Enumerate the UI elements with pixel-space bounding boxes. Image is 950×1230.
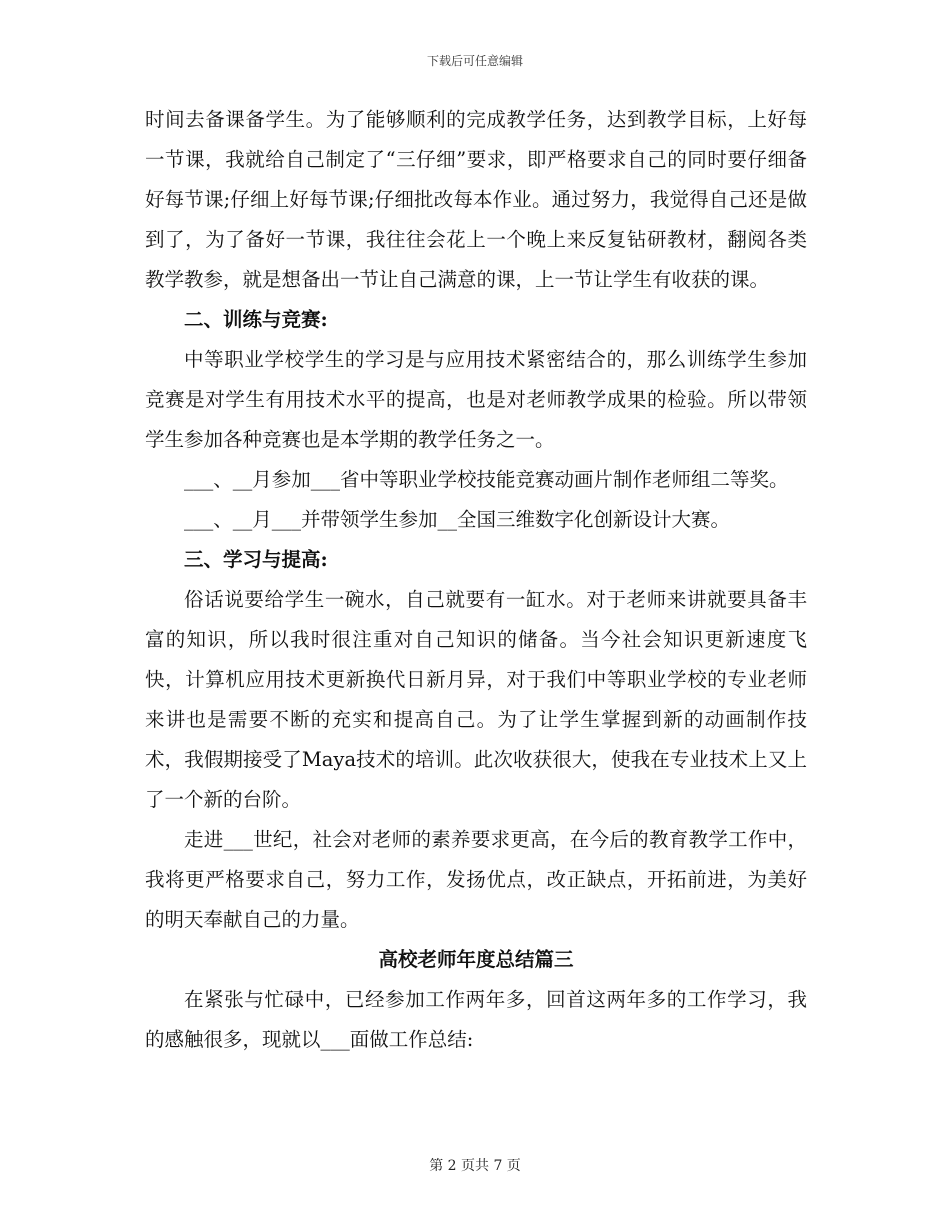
paragraph-4: ___、__月___并带领学生参加__全国三维数字化创新设计大赛。 bbox=[184, 508, 731, 531]
document-body bbox=[145, 100, 807, 1060]
paragraph-6: 走进___世纪，社会对老师的素养要求更高，在今后的教育教学工作中，我将更严格要求自己，努力工作，发扬优点，改正缺点，开拓前进，为美好的明天奉献自己的力量。 bbox=[145, 828, 807, 931]
paragraph-3: ___、__月参加___省中等职业学校技能竞赛动画片制作老师组二等奖。 bbox=[184, 468, 789, 491]
article-title: 高校老师年度总结篇三 bbox=[378, 948, 574, 971]
page-header: 下载后可任意编辑 bbox=[426, 54, 523, 68]
paragraph-7: 在紧张与忙碌中，已经参加工作两年多，回首这两年多的工作学习，我的感触很多，现就以___面做工作总结: bbox=[145, 988, 807, 1051]
page-footer: 第 2 页共 7 页 bbox=[429, 1158, 521, 1174]
section-heading-2: 二、训练与竞赛: bbox=[184, 308, 328, 331]
paragraph-5: 俗话说要给学生一碗水，自己就要有一缸水。对于老师来讲就要具备丰富的知识，所以我时很注重对自己知识的储备。当今社会知识更新速度飞快，计算机应用技术更新换代日新月异，对于我们中等职业学校的专业老师来讲也是需要不断的充实和提高自己。为了让学生掌握到新的动画制作技术，我假期接受了Maya技术的培训。此次收获很大，使我在专业技术上又上了一个新的台阶。 bbox=[145, 588, 807, 811]
paragraph-2: 中等职业学校学生的学习是与应用技术紧密结合的，那么训练学生参加竞赛是对学生有用技术水平的提高，也是对老师教学成果的检验。所以带领学生参加各种竞赛也是本学期的教学任务之一。 bbox=[145, 348, 807, 451]
section-heading-3: 三、学习与提高: bbox=[184, 548, 328, 571]
paragraph-1: 时间去备课备学生。为了能够顺利的完成教学任务，达到教学目标，上好每一节课，我就给自己制定了“三仔细”要求，即严格要求自己的同时要仔细备好每节课;仔细上好每节课;仔细批改每本作业。通过努力，我觉得自己还是做到了，为了备好一节课，我往往会花上一个晚上来反复钻研教材，翻阅各类教学教参，就是想备出一节让自己满意的课，上一节让学生有收获的课。 bbox=[145, 108, 807, 291]
